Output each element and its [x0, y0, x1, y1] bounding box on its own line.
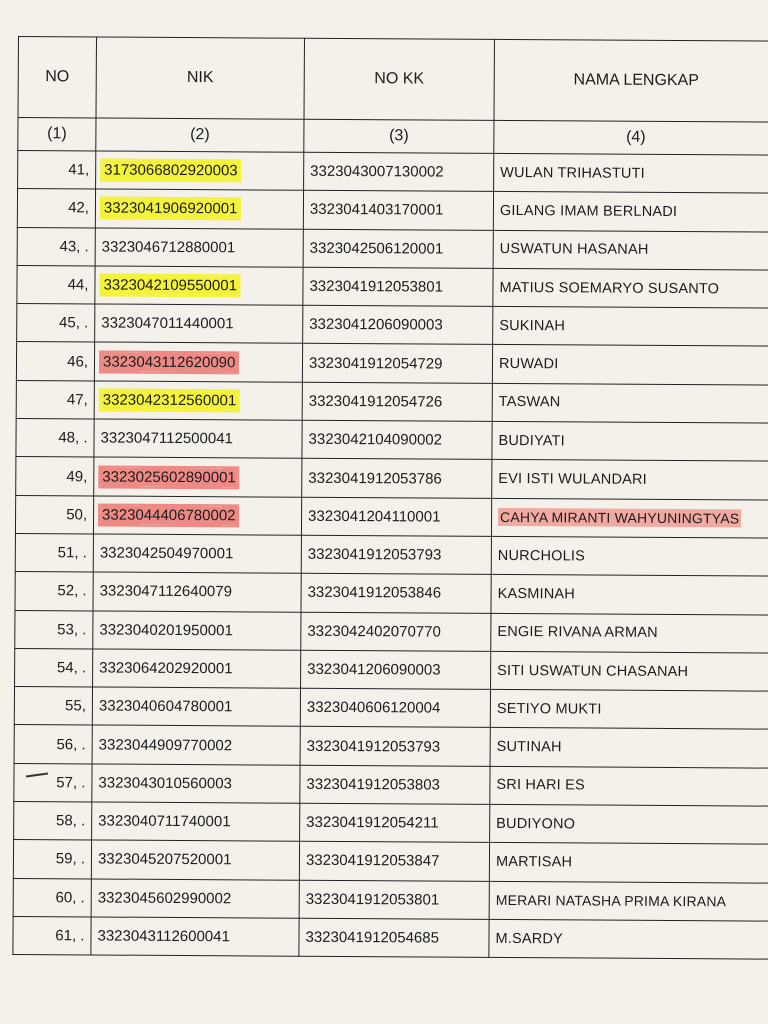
nama-value: SITI USWATUN CHASANAH	[497, 662, 689, 680]
table-row	[16, 457, 768, 500]
nama-value: MERARI NATASHA PRIMA KIRANA	[495, 892, 727, 910]
nama-cell	[490, 690, 768, 730]
nama-cell	[492, 383, 768, 423]
col-number-2: (2)	[96, 118, 304, 152]
nik-value: 3323041906920001	[102, 199, 240, 219]
nik-cell	[96, 151, 304, 191]
nama-value: M.SARDY	[495, 930, 564, 947]
no-kk-cell: 3323041912053786	[302, 459, 492, 498]
no-kk-cell: 3323041403170001	[303, 191, 493, 230]
no-kk-cell: 3323041912054729	[302, 344, 492, 383]
nama-cell	[491, 498, 768, 538]
nik-cell	[93, 496, 301, 536]
table-row	[16, 419, 768, 462]
row-number: 43, .	[17, 227, 95, 266]
nama-cell	[490, 804, 768, 844]
nama-cell	[493, 230, 768, 270]
nama-cell	[489, 919, 768, 959]
nik-value: 3323025602890001	[100, 467, 238, 487]
nik-cell	[91, 840, 299, 880]
nik-cell	[93, 649, 301, 689]
row-number: 54, .	[15, 648, 93, 687]
no-kk-cell: 3323040606120004	[300, 688, 490, 727]
row-number: 46,	[16, 342, 94, 381]
table-row	[18, 151, 768, 194]
no-kk-cell: 3323041912053847	[299, 842, 489, 881]
table-row	[16, 342, 768, 385]
no-kk-cell: 3323041912053793	[300, 727, 490, 766]
table-row	[14, 687, 768, 730]
nama-value: WULAN TRIHASTUTI	[500, 164, 645, 182]
nik-value: 3173066802920003	[102, 161, 240, 181]
row-number: 58, .	[14, 802, 92, 841]
nik-value: 3323064202920001	[99, 659, 233, 678]
no-kk-cell: 3323042104090002	[302, 420, 492, 459]
nama-value: SUKINAH	[499, 317, 566, 335]
header-nama-lengkap: NAMA LENGKAP	[494, 39, 768, 122]
nama-cell	[494, 153, 768, 193]
table-row	[17, 227, 768, 270]
nama-value: BUDIYONO	[496, 815, 576, 833]
no-kk-cell: 3323041206090003	[301, 650, 491, 689]
nik-cell	[93, 611, 301, 651]
col-number-4: (4)	[494, 120, 768, 155]
nik-value: 3323045207520001	[97, 850, 232, 869]
table-row	[15, 648, 768, 691]
no-kk-cell: 3323041912053803	[300, 765, 490, 804]
table-row	[13, 878, 768, 921]
nama-cell	[492, 345, 768, 385]
nama-value: CAHYA MIRANTI WAHYUNINGTYAS	[498, 508, 741, 527]
col-number-1: (1)	[18, 118, 96, 151]
nik-value: 3323047112640079	[99, 582, 233, 601]
document-sheet	[12, 36, 768, 960]
nama-value: KASMINAH	[497, 585, 575, 603]
nik-value: 3323043112600041	[97, 927, 230, 946]
row-number: 51, .	[15, 533, 93, 572]
nama-cell	[491, 651, 768, 691]
table-row	[15, 495, 768, 538]
row-number: 44,	[17, 265, 95, 304]
no-kk-cell: 3323041912054685	[299, 918, 489, 957]
nik-value: 3323047112500041	[100, 429, 233, 448]
row-number: 59, .	[13, 840, 91, 879]
table-row	[14, 725, 768, 768]
no-kk-cell: 3323041912053793	[301, 535, 491, 574]
nama-value: NURCHOLIS	[497, 547, 586, 565]
table-row	[13, 840, 768, 883]
nik-value: 3323042109550001	[101, 276, 239, 296]
nama-cell	[493, 307, 768, 347]
table-row	[17, 304, 768, 347]
resident-table	[12, 36, 768, 960]
row-number: 60, .	[13, 878, 91, 917]
nik-cell	[94, 342, 302, 382]
no-kk-cell: 3323041206090003	[303, 305, 493, 344]
no-kk-cell: 3323043007130002	[304, 152, 494, 191]
header-row	[18, 37, 768, 123]
nama-value: ENGIE RIVANA ARMAN	[497, 624, 658, 642]
no-kk-cell: 3323041204110001	[301, 497, 491, 536]
nik-cell	[95, 304, 303, 344]
nama-cell	[492, 460, 768, 500]
nik-value: 3323044406780002	[100, 505, 238, 525]
no-kk-cell: 3323042506120001	[303, 229, 493, 268]
row-number: 45, .	[17, 304, 95, 343]
column-number-row	[18, 118, 768, 156]
table-row	[15, 533, 768, 576]
row-number: 48, .	[16, 419, 94, 458]
nama-cell	[489, 881, 768, 921]
nama-cell	[491, 613, 768, 653]
nama-cell	[490, 728, 768, 768]
row-number: 49,	[16, 457, 94, 496]
no-kk-cell: 3323041912053801	[299, 880, 489, 919]
row-number: 50,	[15, 495, 93, 534]
table-row	[16, 380, 768, 423]
nik-value: 3323047011440001	[101, 314, 234, 333]
no-kk-cell: 3323041912054726	[302, 382, 492, 421]
nik-value: 3323045602990002	[97, 889, 232, 908]
nik-value: 3323042504970001	[99, 544, 234, 563]
nama-cell	[491, 536, 768, 576]
nama-value: BUDIYATI	[498, 432, 565, 450]
row-number: 56, .	[14, 725, 92, 764]
no-kk-cell: 3323041912053801	[303, 267, 493, 306]
nik-value: 3323043112620090	[101, 352, 237, 372]
nama-value: RUWADI	[498, 356, 559, 373]
row-number: 61, .	[13, 916, 91, 955]
nik-value: 3323042312560001	[101, 390, 239, 410]
table-row	[15, 610, 768, 653]
header-no: NO	[18, 37, 96, 118]
nik-cell	[92, 802, 300, 842]
table-row	[17, 265, 768, 308]
table-row	[13, 916, 768, 959]
nik-cell	[95, 189, 303, 229]
col-number-3: (3)	[304, 119, 494, 153]
nik-cell	[95, 228, 303, 268]
nama-value: TASWAN	[498, 394, 561, 411]
nik-cell	[94, 457, 302, 497]
nik-value: 3323046712880001	[101, 238, 236, 257]
row-number: 53, .	[15, 610, 93, 649]
nama-value: GILANG IMAM BERLNADI	[499, 202, 678, 220]
nik-cell	[91, 879, 299, 919]
table-body	[13, 151, 768, 960]
table-row	[15, 572, 768, 615]
row-number: 47,	[16, 380, 94, 419]
row-number: 41,	[18, 151, 96, 190]
nik-cell	[92, 764, 300, 804]
nik-cell	[93, 534, 301, 574]
nik-value: 3323040604780001	[98, 697, 233, 716]
nik-value: 3323040201950001	[99, 621, 233, 640]
nama-cell	[490, 766, 768, 806]
nik-cell	[93, 572, 301, 612]
table-row	[14, 763, 768, 806]
nama-cell	[489, 843, 768, 883]
nama-cell	[493, 192, 768, 232]
nik-cell	[95, 266, 303, 306]
nik-value: 3323043010560003	[98, 774, 232, 793]
nama-value: SETIYO MUKTI	[496, 700, 602, 718]
row-number: 57, .	[14, 763, 92, 802]
nama-value: MATIUS SOEMARYO SUSANTO	[499, 279, 720, 297]
nik-cell	[92, 687, 300, 727]
no-kk-cell: 3323041912053846	[301, 574, 491, 613]
nama-value: USWATUN HASANAH	[499, 241, 649, 259]
nama-value: MARTISAH	[495, 853, 573, 871]
no-kk-cell: 3323042402070770	[301, 612, 491, 651]
nama-value: SRI HARI ES	[496, 777, 585, 794]
nama-cell	[491, 575, 768, 615]
nik-value: 3323040711740001	[98, 812, 231, 831]
row-number: 42,	[17, 189, 95, 228]
header-no-kk: NO KK	[304, 38, 494, 120]
nama-value: SUTINAH	[496, 739, 562, 756]
nik-value: 3323044909770002	[98, 736, 233, 754]
nama-cell	[493, 268, 768, 308]
nik-cell	[91, 917, 299, 957]
nama-value: EVI ISTI WULANDARI	[498, 470, 647, 488]
header-nik: NIK	[96, 37, 304, 119]
table-row	[14, 802, 768, 845]
nik-cell	[94, 381, 302, 421]
nik-cell	[92, 725, 300, 765]
nik-cell	[94, 419, 302, 459]
row-number: 52, .	[15, 572, 93, 611]
nama-cell	[492, 421, 768, 461]
table-row	[17, 189, 768, 232]
no-kk-cell: 3323041912054211	[300, 803, 490, 842]
row-number: 55,	[14, 687, 92, 726]
